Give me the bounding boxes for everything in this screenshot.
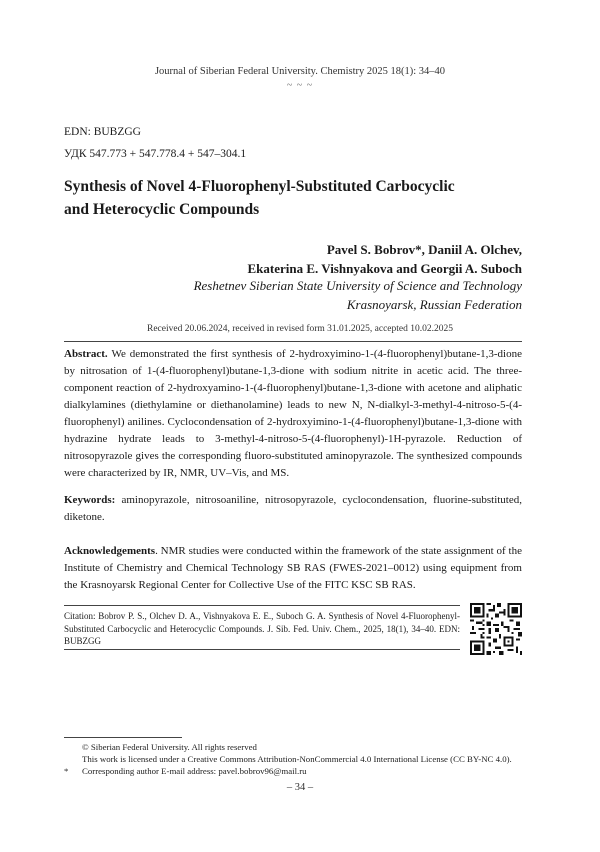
citation-bottom-divider (64, 649, 460, 650)
affiliation (194, 276, 522, 314)
keywords-label: Keywords: (64, 494, 116, 506)
authors-line-1: Pavel S. Bobrov*, Daniil A. Olchev, (326, 242, 522, 257)
edn-identifier: EDN: BUBZGG (64, 126, 141, 138)
article-title-line-2: and Heterocyclic Compounds (64, 201, 260, 218)
acknowledgements-label: Acknowledgements (64, 545, 156, 557)
header-ornament: ~ ~ ~ (286, 80, 314, 91)
page-number: – 34 – (286, 782, 314, 793)
corresponding-author-footnote: Corresponding author E-mail address: pavel.bobrov96@mail.ru (82, 766, 307, 776)
abstract (64, 346, 522, 482)
acknowledgements-text: . NMR studies were conducted within the framework of the state assignment of the Institute of Chemistry and Chemical Technology SB RAS (FWES-2021–0012) using equipment from the Krasnoyarsk Regional Center for Collective Use of the FITC KSC SB RAS. (64, 545, 522, 591)
affiliation-line-1: Reshetnev Siberian State University of Science and Technology (193, 278, 522, 293)
license-footnote: This work is licensed under a Creative Commons Attribution-NonCommercial 4.0 International License (CC BY-NC 4.0). (82, 754, 512, 764)
author-list (247, 240, 522, 278)
qr-code-icon (470, 603, 522, 655)
article-title (64, 175, 534, 221)
abstract-top-divider (64, 341, 522, 342)
received-dates: Received 20.06.2024, received in revised form 31.01.2025, accepted 10.02.2025 (146, 324, 454, 334)
citation-top-divider (64, 605, 460, 606)
citation: Citation: Bobrov P. S., Olchev D. A., Vishnyakova E. E., Suboch G. A. Synthesis of Novel 4-Fluorophenyl-Substituted Carbocyclic and Heterocyclic Compounds. J. Sib. Fed. Univ. Chem., 2025, 18(1), 34–40. EDN: BUBZGG (64, 611, 460, 646)
keywords-text: aminopyrazole, nitrosoaniline, nitrosopyrazole, cyclocondensation, fluorine-substituted, diketone. (64, 494, 522, 523)
article-title-line-1: Synthesis of Novel 4-Fluorophenyl-Substituted Carbocyclic (64, 178, 455, 195)
keywords (64, 492, 522, 526)
authors-line-2: Ekaterina E. Vishnyakova and Georgii A. Suboch (247, 261, 522, 276)
footnote-asterisk: * (64, 766, 69, 776)
copyright-footnote: © Siberian Federal University. All rights reserved (82, 742, 257, 752)
abstract-label: Abstract. (64, 348, 108, 360)
abstract-text: We demonstrated the first synthesis of 2-hydroxyimino-1-(4-fluorophenyl)butane-1,3-dione by nitrosation of 1-(4-fluorophenyl)butane-1,3-dione with sodium nitrite in acetic acid. The three-component reaction of 2-hydroxyamino-1-(4-fluorophenyl)butane-1,3-dione with acetone and aliphatic dialkylamines (diethylamine or diethanolamine) leads to new N, N-dialkyl-3-methyl-4-nitroso-5-(4-fluorophenyl) anilines. Cyclocondensation of 2-hydroxyimino-1-(4-fluorophenyl)butane-1,3-dione with hydrazine hydrate leads to 3-methyl-4-nitroso-5-(4-fluorophenyl)-1H-pyrazole. Reduction of nitrosopyrazole gives the corresponding fluoro-substituted aminopyrazole. The synthesized compounds were characterized by IR, NMR, UV–Vis, and MS. (64, 348, 522, 479)
udk-classification: УДК 547.773 + 547.778.4 + 547–304.1 (64, 148, 247, 160)
journal-running-head: Journal of Siberian Federal University. Chemistry 2025 18(1): 34–40 (154, 66, 446, 77)
affiliation-line-2: Krasnoyarsk, Russian Federation (346, 297, 522, 312)
acknowledgements (64, 543, 522, 594)
footnote-divider (64, 737, 182, 738)
